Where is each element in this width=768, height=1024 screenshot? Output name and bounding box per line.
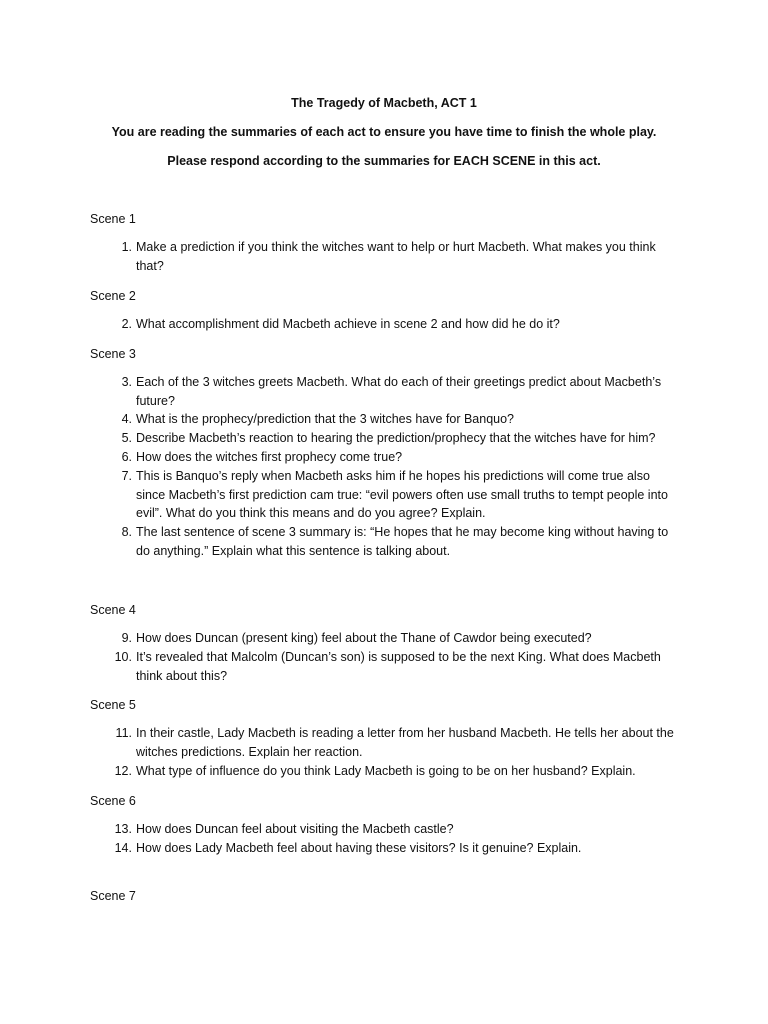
- scene-heading: Scene 2: [90, 289, 136, 303]
- document-intro: You are reading the summaries of each act to ensure you have time to finish the whole play.: [111, 125, 657, 139]
- question-item: [110, 629, 680, 648]
- question-item: [110, 238, 680, 275]
- scene-heading: Scene 7: [90, 889, 136, 903]
- question-number: 8.: [121, 525, 132, 539]
- question-item: [110, 315, 680, 334]
- question-number: 9.: [121, 631, 132, 645]
- question-item: [110, 839, 680, 858]
- document-instruction: Please respond according to the summaries for EACH SCENE in this act.: [167, 154, 601, 168]
- question-item: [110, 762, 680, 781]
- question-item: [110, 467, 680, 523]
- question-item: [110, 373, 680, 410]
- question-item: [110, 429, 680, 448]
- question-item: [110, 648, 680, 685]
- question-number: 13.: [114, 822, 132, 836]
- question-number: 7.: [121, 469, 132, 483]
- question-text: How does the witches first prophecy come true?: [136, 450, 403, 464]
- scene-heading: Scene 1: [90, 212, 136, 226]
- question-text: This is Banquo’s reply when Macbeth asks him if he hopes his predictions will come true also since Macbeth’s first prediction cam true: “evil powers often use small truths to tempt people into evil”. What do you think this means and do you agree? Explain.: [136, 469, 668, 521]
- question-text: Describe Macbeth’s reaction to hearing the prediction/prophecy that the witches have for him?: [136, 431, 656, 445]
- document-title: The Tragedy of Macbeth, ACT 1: [291, 96, 477, 110]
- question-number: 2.: [121, 317, 132, 331]
- question-text: In their castle, Lady Macbeth is reading a letter from her husband Macbeth. He tells her about the witches predictions. Explain her reaction.: [136, 726, 674, 759]
- question-item: [110, 724, 680, 761]
- question-number: 3.: [121, 375, 132, 389]
- question-item: [110, 523, 680, 560]
- question-text: How does Lady Macbeth feel about having these visitors? Is it genuine? Explain.: [136, 841, 582, 855]
- question-text: Make a prediction if you think the witches want to help or hurt Macbeth. What makes you think that?: [136, 240, 656, 273]
- question-item: [110, 448, 680, 467]
- question-number: 5.: [121, 431, 132, 445]
- question-number: 1.: [121, 240, 132, 254]
- question-text: How does Duncan feel about visiting the Macbeth castle?: [136, 822, 454, 836]
- question-text: Each of the 3 witches greets Macbeth. What do each of their greetings predict about Macbeth’s future?: [136, 375, 662, 408]
- question-text: The last sentence of scene 3 summary is: “He hopes that he may become king without having to do anything.” Explain what this sentence is talking about.: [136, 525, 669, 558]
- question-item: [110, 820, 680, 839]
- question-number: 10.: [114, 650, 132, 664]
- question-number: 12.: [114, 764, 132, 778]
- question-number: 11.: [115, 726, 132, 740]
- scene-heading: Scene 5: [90, 698, 136, 712]
- question-text: What type of influence do you think Lady Macbeth is going to be on her husband? Explain.: [136, 764, 636, 778]
- scene-heading: Scene 3: [90, 347, 136, 361]
- question-item: [110, 410, 680, 429]
- question-number: 6.: [121, 450, 132, 464]
- question-text: What is the prophecy/prediction that the 3 witches have for Banquo?: [136, 412, 515, 426]
- scene-heading: Scene 6: [90, 794, 136, 808]
- question-text: How does Duncan (present king) feel about the Thane of Cawdor being executed?: [136, 631, 592, 645]
- scene-heading: Scene 4: [90, 603, 136, 617]
- question-number: 14.: [114, 841, 132, 855]
- question-text: It’s revealed that Malcolm (Duncan’s son) is supposed to be the next King. What does Macbeth think about this?: [136, 650, 661, 683]
- question-text: What accomplishment did Macbeth achieve in scene 2 and how did he do it?: [136, 317, 560, 331]
- question-number: 4.: [121, 412, 132, 426]
